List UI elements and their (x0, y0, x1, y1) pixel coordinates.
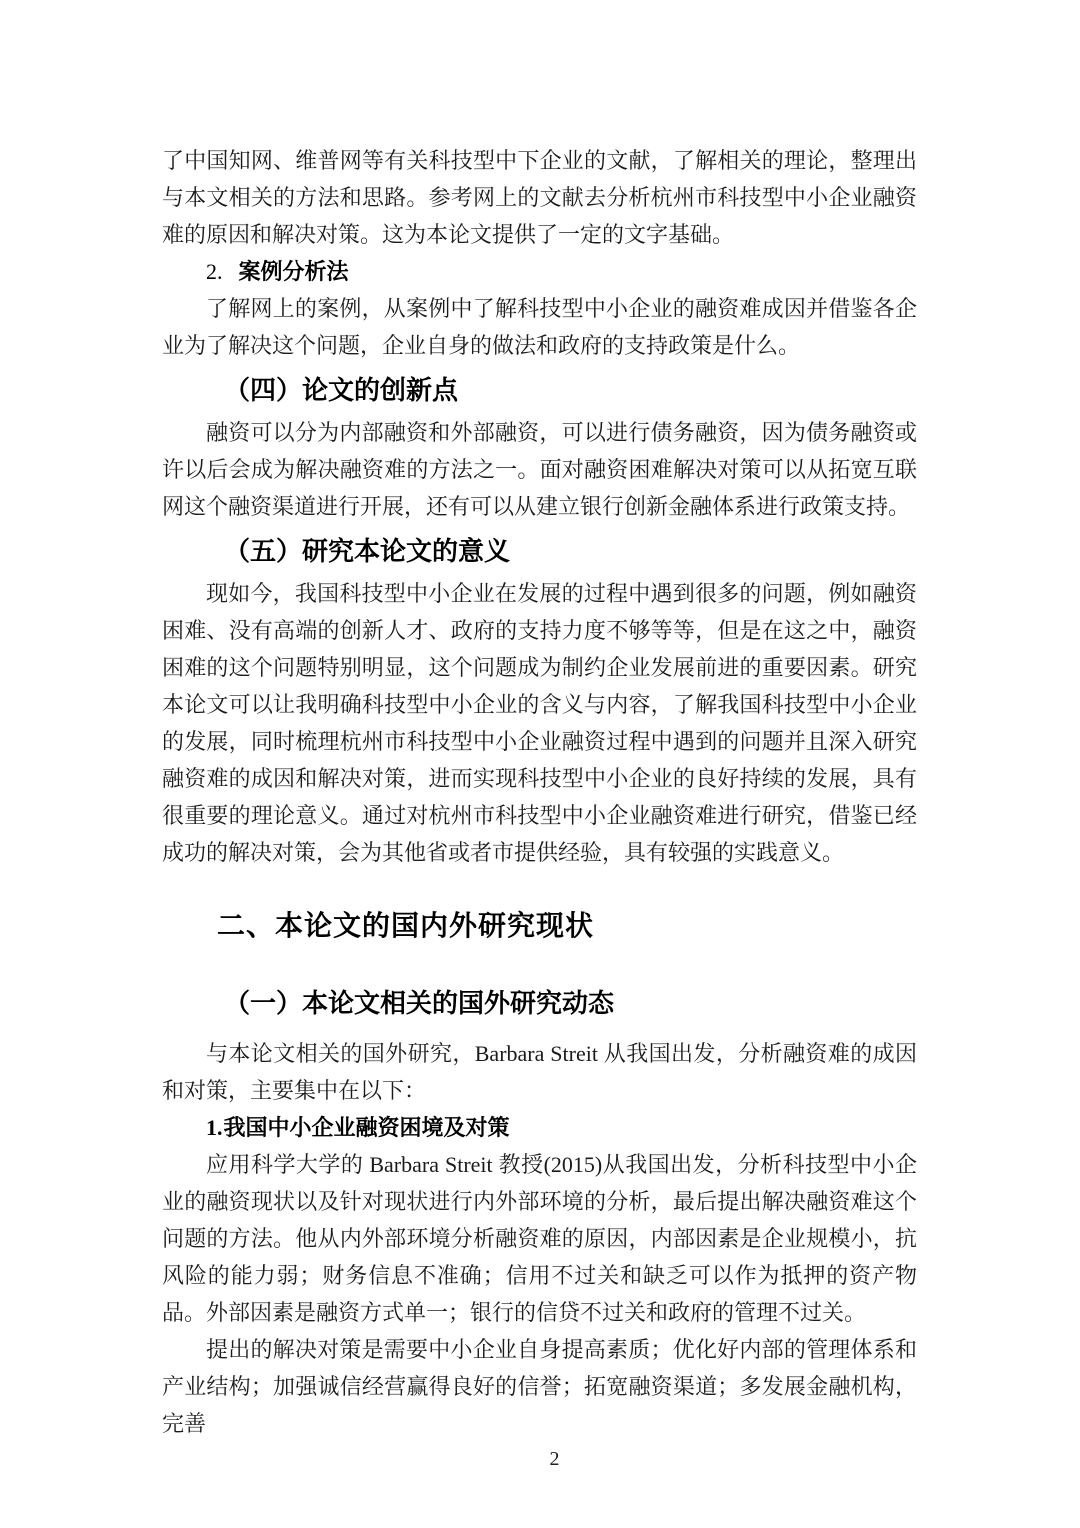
paragraph-significance: 现如今，我国科技型中小企业在发展的过程中遇到很多的问题，例如融资困难、没有高端的创新人才、政府的支持力度不够等等，但是在这之中，融资困难的这个问题特别明显，这个问题成为制约企业发展前进的重要因素。研究本论文可以让我明确科技型中小企业的含义与内容，了解我国科技型中小企业的发展，同时梳理杭州市科技型中小企业融资过程中遇到的问题并且深入研究融资难的成因和解决对策，进而实现科技型中小企业的良好持续的发展，具有很重要的理论意义。通过对杭州市科技型中小企业融资难进行研究，借鉴已经成功的解决对策，会为其他省或者市提供经验，具有较强的实践意义。 (162, 581, 917, 865)
subheading-case-analysis-method (162, 253, 917, 290)
subheading-label: 案例分析法 (238, 259, 349, 284)
subheading-label: 我国中小企业融资困境及对策 (223, 1115, 510, 1140)
paragraph-foreign-research-intro: 与本论文相关的国外研究，Barbara Streit 从我国出发，分析融资难的成因和对策，主要集中在以下： (162, 1041, 917, 1103)
heading-chapter-2: 二、本论文的国内外研究现状 (217, 910, 595, 941)
paragraph-case-analysis: 了解网上的案例，从案例中了解科技型中小企业的融资难成因并借鉴各企业为了解决这个问题，企业自身的做法和政府的支持政策是什么。 (162, 296, 917, 358)
subheading-sme-financing-dilemma (162, 1109, 917, 1146)
paragraph-literature-review: 了中国知网、维普网等有关科技型中下企业的文献，了解相关的理论，整理出与本文相关的方法和思路。参考网上的文献去分析杭州市科技型中小企业融资难的原因和解决对策。这为本论文提供了一定的文字基础。 (162, 148, 917, 247)
heading-innovation-points: （四）论文的创新点 (224, 375, 459, 405)
page-number: 2 (549, 1448, 560, 1470)
paragraph-proposed-solutions: 提出的解决对策是需要中小企业自身提高素质；优化好内部的管理体系和产业结构；加强诚信经营赢得良好的信誉；拓宽融资渠道；多发展金融机构，完善 (162, 1337, 917, 1436)
subheading-number: 1. (206, 1115, 223, 1140)
paragraph-innovation: 融资可以分为内部融资和外部融资，可以进行债务融资，因为债务融资或许以后会成为解决融资难的方法之一。面对融资困难解决对策可以从拓宽互联网这个融资渠道进行开展，还有可以从建立银行创新金融体系进行政策支持。 (162, 420, 917, 519)
heading-research-significance: （五）研究本论文的意义 (224, 536, 511, 566)
paragraph-barbara-streit-analysis: 应用科学大学的 Barbara Streit 教授(2015)从我国出发，分析科技型中小企业的融资现状以及针对现状进行内外部环境的分析，最后提出解决融资难这个问题的方法。他从内外部环境分析融资难的原因，内部因素是企业规模小，抗风险的能力弱；财务信息不准确；信用不过关和缺乏可以作为抵押的资产物品。外部因素是融资方式单一；银行的信贷不过关和政府的管理不过关。 (162, 1152, 917, 1325)
subheading-number: 2. (206, 259, 223, 284)
heading-section-foreign-research: （一）本论文相关的国外研究动态 (224, 988, 615, 1018)
